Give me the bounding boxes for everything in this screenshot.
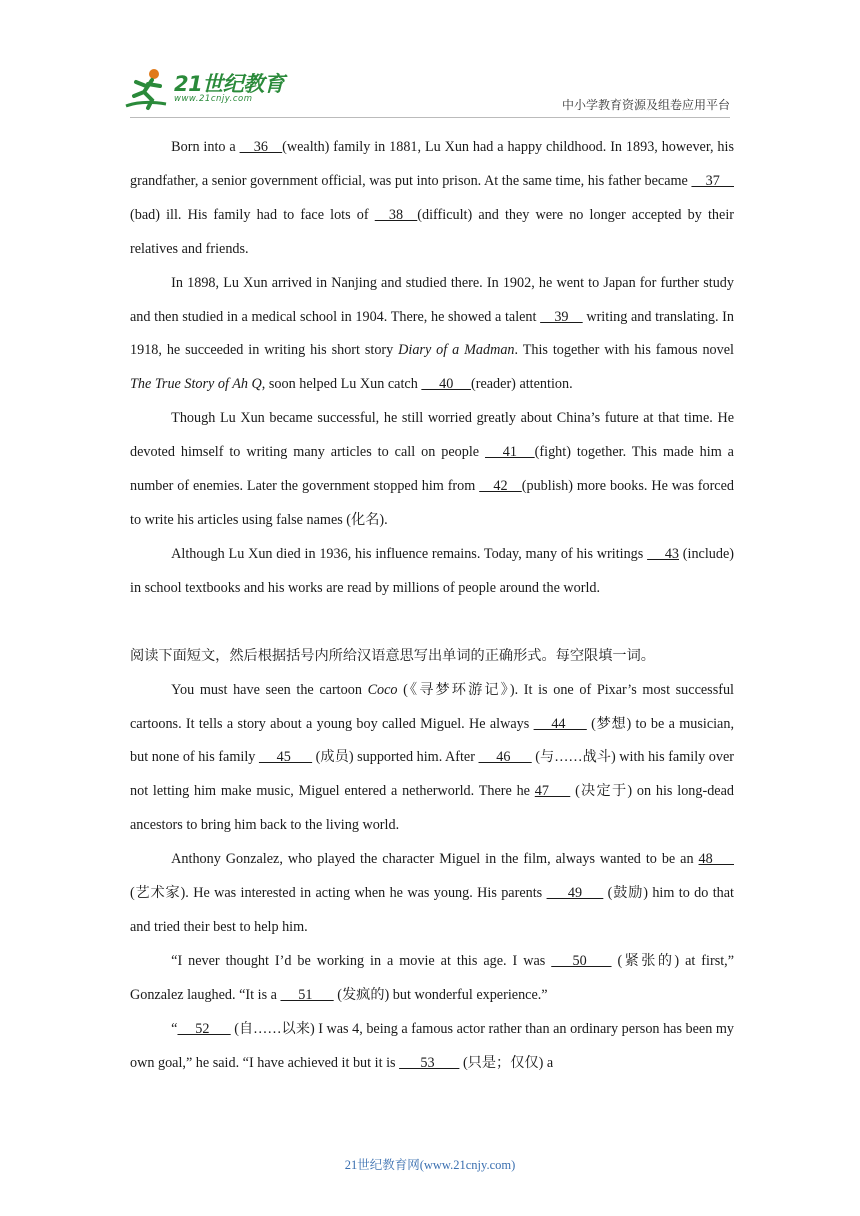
blank-52[interactable]: 52 — [177, 1020, 231, 1037]
blank-48[interactable]: 48 — [698, 851, 734, 868]
section-gap — [130, 606, 734, 640]
header-divider — [130, 117, 730, 118]
blank-49[interactable]: 49 — [546, 885, 604, 902]
blank-46[interactable]: 46 — [478, 749, 532, 766]
paragraph-5: You must have seen the cartoon Coco (《寻梦环游记》). It is one of Pixar’s most successful cartoons. It tells a story about a young boy called Miguel. He always 44 (梦想) to be a musician, but none of his family 45 (成员) supported him. After 46 (与……战斗) with his family over not letting him make music, Miguel entered a netherworld. There he 47 (决定于) on his long-dead ancestors to bring him back to the living world. — [130, 681, 734, 834]
blank-51[interactable]: 51 — [280, 986, 334, 1003]
instruction: 阅读下面短文，然后根据括号内所给汉语意思写出单词的正确形式。每空限填一词。 — [130, 647, 655, 664]
page-header — [0, 0, 860, 120]
blank-44[interactable]: 44 — [533, 715, 587, 732]
blank-37[interactable]: 37 — [691, 172, 734, 189]
platform-title: 中小学教育资源及组卷应用平台 — [561, 98, 730, 112]
paragraph-3: Though Lu Xun became successful, he still worried greatly about China’s future at that time. He devoted himself to writing many articles to call on people 41 (fight) together. This made him a number of enemies. Later the government stopped him from 42 (publish) more books. He was forced to write his articles using false names (化名). — [130, 410, 734, 528]
blank-50[interactable]: 50 — [551, 952, 612, 969]
blank-47[interactable]: 47 — [534, 783, 571, 800]
blank-40[interactable]: 40 — [421, 376, 472, 393]
paragraph-1: Born into a 36 (wealth) family in 1881, Lu Xun had a happy childhood. In 1893, however, his grandfather, a senior government official, was put into prison. At the same time, his father became 37 (bad) ill. His family had to face lots of 38 (difficult) and they were no longer accepted by their relatives and friends. — [130, 131, 734, 267]
blank-38[interactable]: 38 — [374, 206, 418, 223]
paragraph-2: In 1898, Lu Xun arrived in Nanjing and studied there. In 1902, he went to Japan for further study and then studied in a medical school in 1904. There, he showed a talent 39 writing and translating. In 1918, he succeeded in writing his short story Diary of a Madman. This together with his famous novel The True Story of Ah Q, soon helped Lu Xun catch 40 (reader) attention. — [130, 267, 734, 403]
runner-logo-icon — [122, 66, 176, 114]
blank-53[interactable]: 53 — [399, 1054, 460, 1071]
blank-42[interactable]: 42 — [479, 478, 522, 495]
paragraph-6: Anthony Gonzalez, who played the character Miguel in the film, always wanted to be an 48 (艺术家). He was interested in acting when he was young. His parents 49 (鼓励) him to do that and tried their best to help him. — [130, 843, 734, 945]
blank-36[interactable]: 36 — [239, 139, 283, 155]
paragraph-4: Although Lu Xun died in 1936, his influence remains. Today, many of his writings 43 (include) in school textbooks and his works are read by millions of people around the world. — [130, 538, 734, 606]
paragraph-7: “I never thought I’d be working in a movie at this age. I was 50 (紧张的) at first,” Gonzalez laughed. “It is a 51 (发疯的) but wonderful experience.” — [130, 945, 734, 1013]
logo-url: www.21cnjy.com — [174, 94, 253, 104]
blank-41[interactable]: 41 — [485, 444, 535, 461]
document-body — [130, 131, 734, 1080]
page-footer[interactable]: 21世纪教育网(www.21cnjy.com) — [344, 1158, 516, 1172]
blank-45[interactable]: 45 — [258, 749, 313, 766]
paragraph-8: “ 52 (自……以来) I was 4, being a famous actor rather than an ordinary person has been my own goal,” he said. “I have achieved it but it is 53 (只是；仅仅) a — [130, 1013, 734, 1081]
blank-43[interactable]: 43 — [647, 545, 679, 562]
site-logo[interactable] — [122, 66, 292, 116]
logo-text: 21世纪教育 — [174, 72, 285, 96]
blank-39[interactable]: 39 — [540, 308, 583, 325]
